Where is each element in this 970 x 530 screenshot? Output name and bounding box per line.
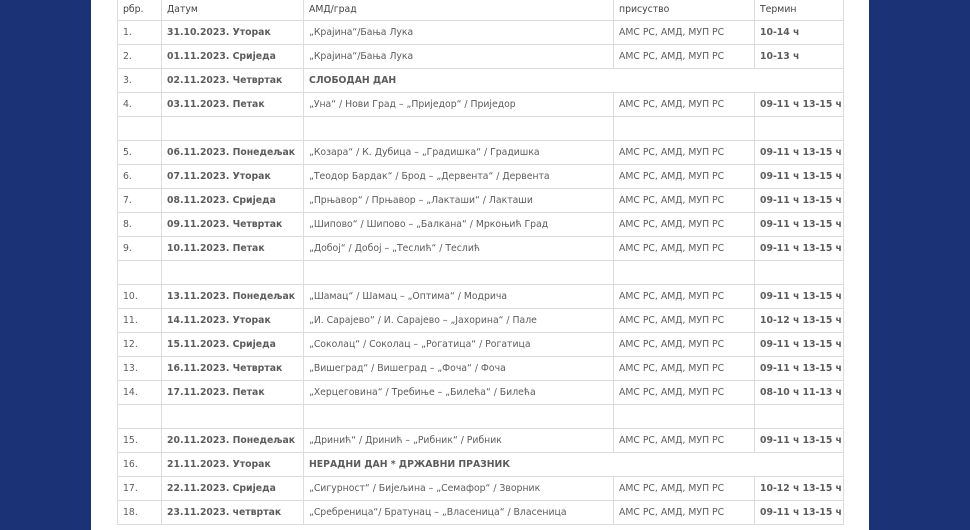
empty-cell bbox=[304, 261, 614, 285]
table-row bbox=[118, 93, 844, 117]
cell-presence: АМС РС, АМД, МУП РС bbox=[614, 477, 755, 501]
cell-number: 2. bbox=[118, 45, 162, 69]
cell-club-city: „Шипово“ / Шипово – „Балкана“ / Мркоњић Град bbox=[304, 213, 614, 237]
cell-term: 09-11 ч 13-15 ч bbox=[755, 357, 844, 381]
cell-club-city: „Прњавор“ / Прњавор – „Лакташи“ / Лакташи bbox=[304, 189, 614, 213]
cell-term: 09-11 ч 13-15 ч bbox=[755, 93, 844, 117]
cell-club-city: „Дринић“ / Дринић – „Рибник“ / Рибник bbox=[304, 429, 614, 453]
cell-term: 10-12 ч 13-15 ч bbox=[755, 309, 844, 333]
cell-presence: АМС РС, АМД, МУП РС bbox=[614, 45, 755, 69]
cell-number: 14. bbox=[118, 381, 162, 405]
cell-date: 02.11.2023. Четвртак bbox=[162, 69, 304, 93]
cell-term: 09-11 ч 13-15 ч bbox=[755, 333, 844, 357]
header-date: Датум bbox=[162, 0, 304, 21]
cell-presence: АМС РС, АМД, МУП РС bbox=[614, 333, 755, 357]
cell-presence: АМС РС, АМД, МУП РС bbox=[614, 93, 755, 117]
cell-term: 09-11 ч 13-15 ч bbox=[755, 429, 844, 453]
cell-number: 15. bbox=[118, 429, 162, 453]
cell-number: 7. bbox=[118, 189, 162, 213]
cell-date: 03.11.2023. Петак bbox=[162, 93, 304, 117]
cell-date: 17.11.2023. Петак bbox=[162, 381, 304, 405]
empty-cell bbox=[304, 117, 614, 141]
empty-cell bbox=[304, 405, 614, 429]
cell-date: 20.11.2023. Понедељак bbox=[162, 429, 304, 453]
header-number: рбр. bbox=[118, 0, 162, 21]
table-row bbox=[118, 285, 844, 309]
cell-note: СЛОБОДАН ДАН bbox=[304, 69, 844, 93]
cell-club-city: „Херцеговина“ / Требиње – „Билећа“ / Билећа bbox=[304, 381, 614, 405]
cell-term: 09-11 ч 13-15 ч bbox=[755, 285, 844, 309]
cell-club-city: „Добој“ / Добој – „Теслић“ / Теслић bbox=[304, 237, 614, 261]
cell-term: 09-11 ч 13-15 ч bbox=[755, 165, 844, 189]
empty-cell bbox=[755, 261, 844, 285]
empty-cell bbox=[118, 261, 162, 285]
cell-number: 13. bbox=[118, 357, 162, 381]
empty-cell bbox=[162, 261, 304, 285]
cell-presence: АМС РС, АМД, МУП РС bbox=[614, 429, 755, 453]
cell-number: 16. bbox=[118, 453, 162, 477]
empty-cell bbox=[614, 117, 755, 141]
cell-date: 01.11.2023. Сриједа bbox=[162, 45, 304, 69]
cell-presence: АМС РС, АМД, МУП РС bbox=[614, 285, 755, 309]
cell-date: 10.11.2023. Петак bbox=[162, 237, 304, 261]
cell-date: 15.11.2023. Сриједа bbox=[162, 333, 304, 357]
spacer-row bbox=[118, 405, 844, 429]
cell-club-city: „Соколац“ / Соколац – „Рогатица“ / Рогатица bbox=[304, 333, 614, 357]
cell-term: 09-11 ч 13-15 ч bbox=[755, 237, 844, 261]
cell-number: 3. bbox=[118, 69, 162, 93]
empty-cell bbox=[614, 405, 755, 429]
table-row bbox=[118, 333, 844, 357]
table-header-row bbox=[118, 0, 844, 21]
cell-club-city: „Шамац“ / Шамац – „Оптима“ / Модрича bbox=[304, 285, 614, 309]
cell-presence: АМС РС, АМД, МУП РС bbox=[614, 501, 755, 525]
cell-number: 5. bbox=[118, 141, 162, 165]
cell-presence: АМС РС, АМД, МУП РС bbox=[614, 357, 755, 381]
cell-club-city: „Сигурност“ / Бијељина – „Семафор“ / Зворник bbox=[304, 477, 614, 501]
table-row bbox=[118, 21, 844, 45]
cell-number: 9. bbox=[118, 237, 162, 261]
table-row bbox=[118, 477, 844, 501]
cell-date: 21.11.2023. Уторак bbox=[162, 453, 304, 477]
cell-date: 13.11.2023. Понедељак bbox=[162, 285, 304, 309]
table-row bbox=[118, 357, 844, 381]
table-row bbox=[118, 381, 844, 405]
empty-cell bbox=[118, 405, 162, 429]
table-row bbox=[118, 237, 844, 261]
cell-number: 6. bbox=[118, 165, 162, 189]
empty-cell bbox=[614, 261, 755, 285]
empty-cell bbox=[755, 117, 844, 141]
cell-club-city: „Теодор Бардак“ / Брод – „Дервента“ / Дервента bbox=[304, 165, 614, 189]
spacer-row bbox=[118, 261, 844, 285]
cell-date: 16.11.2023. Четвртак bbox=[162, 357, 304, 381]
cell-date: 14.11.2023. Уторак bbox=[162, 309, 304, 333]
cell-club-city: „И. Сарајево“ / И. Сарајево – „Јахорина“ / Пале bbox=[304, 309, 614, 333]
header-term: Термин bbox=[755, 0, 844, 21]
cell-term: 10-12 ч 13-15 ч bbox=[755, 477, 844, 501]
empty-cell bbox=[755, 405, 844, 429]
cell-date: 07.11.2023. Уторак bbox=[162, 165, 304, 189]
cell-club-city: „Крајина“/Бања Лука bbox=[304, 45, 614, 69]
table-row bbox=[118, 429, 844, 453]
cell-presence: АМС РС, АМД, МУП РС bbox=[614, 237, 755, 261]
cell-club-city: „Козара“ / К. Дубица – „Градишка“ / Градишка bbox=[304, 141, 614, 165]
cell-number: 17. bbox=[118, 477, 162, 501]
cell-presence: АМС РС, АМД, МУП РС bbox=[614, 189, 755, 213]
schedule-table bbox=[117, 0, 844, 525]
cell-date: 06.11.2023. Понедељак bbox=[162, 141, 304, 165]
cell-term: 09-11 ч 13-15 ч bbox=[755, 189, 844, 213]
table-row bbox=[118, 69, 844, 93]
header-club-city: АМД/град bbox=[304, 0, 614, 21]
cell-presence: АМС РС, АМД, МУП РС bbox=[614, 309, 755, 333]
table-row bbox=[118, 501, 844, 525]
cell-presence: АМС РС, АМД, МУП РС bbox=[614, 165, 755, 189]
content-page bbox=[91, 0, 869, 530]
cell-number: 1. bbox=[118, 21, 162, 45]
cell-club-city: „Крајина“/Бања Лука bbox=[304, 21, 614, 45]
cell-number: 4. bbox=[118, 93, 162, 117]
cell-presence: АМС РС, АМД, МУП РС bbox=[614, 381, 755, 405]
cell-date: 31.10.2023. Уторак bbox=[162, 21, 304, 45]
cell-term: 10-14 ч bbox=[755, 21, 844, 45]
cell-presence: АМС РС, АМД, МУП РС bbox=[614, 141, 755, 165]
cell-term: 09-11 ч 13-15 ч bbox=[755, 213, 844, 237]
cell-number: 10. bbox=[118, 285, 162, 309]
cell-presence: АМС РС, АМД, МУП РС bbox=[614, 213, 755, 237]
table-row bbox=[118, 189, 844, 213]
empty-cell bbox=[162, 117, 304, 141]
cell-club-city: „Вишеград“ / Вишеград – „Фоча“ / Фоча bbox=[304, 357, 614, 381]
cell-date: 23.11.2023. четвртак bbox=[162, 501, 304, 525]
cell-date: 09.11.2023. Четвртак bbox=[162, 213, 304, 237]
table-row bbox=[118, 213, 844, 237]
table-row bbox=[118, 45, 844, 69]
table-row bbox=[118, 453, 844, 477]
cell-note: НЕРАДНИ ДАН * ДРЖАВНИ ПРАЗНИК bbox=[304, 453, 844, 477]
cell-club-city: „Сребреница“/ Братунац – „Власеница“ / Власеница bbox=[304, 501, 614, 525]
cell-term: 10-13 ч bbox=[755, 45, 844, 69]
cell-date: 22.11.2023. Сриједа bbox=[162, 477, 304, 501]
empty-cell bbox=[118, 117, 162, 141]
empty-cell bbox=[162, 405, 304, 429]
header-presence: присуство bbox=[614, 0, 755, 21]
cell-term: 08-10 ч 11-13 ч bbox=[755, 381, 844, 405]
cell-presence: АМС РС, АМД, МУП РС bbox=[614, 21, 755, 45]
cell-number: 12. bbox=[118, 333, 162, 357]
cell-term: 09-11 ч 13-15 ч bbox=[755, 141, 844, 165]
cell-date: 08.11.2023. Сријeда bbox=[162, 189, 304, 213]
table-row bbox=[118, 309, 844, 333]
cell-term: 09-11 ч 13-15 ч bbox=[755, 501, 844, 525]
cell-number: 18. bbox=[118, 501, 162, 525]
cell-number: 11. bbox=[118, 309, 162, 333]
table-row bbox=[118, 165, 844, 189]
cell-club-city: „Уна“ / Нови Град – „Пријед‍ор“ / Пријед‍ор bbox=[304, 93, 614, 117]
cell-number: 8. bbox=[118, 213, 162, 237]
table-row bbox=[118, 141, 844, 165]
spacer-row bbox=[118, 117, 844, 141]
schedule-table-body bbox=[118, 0, 844, 525]
